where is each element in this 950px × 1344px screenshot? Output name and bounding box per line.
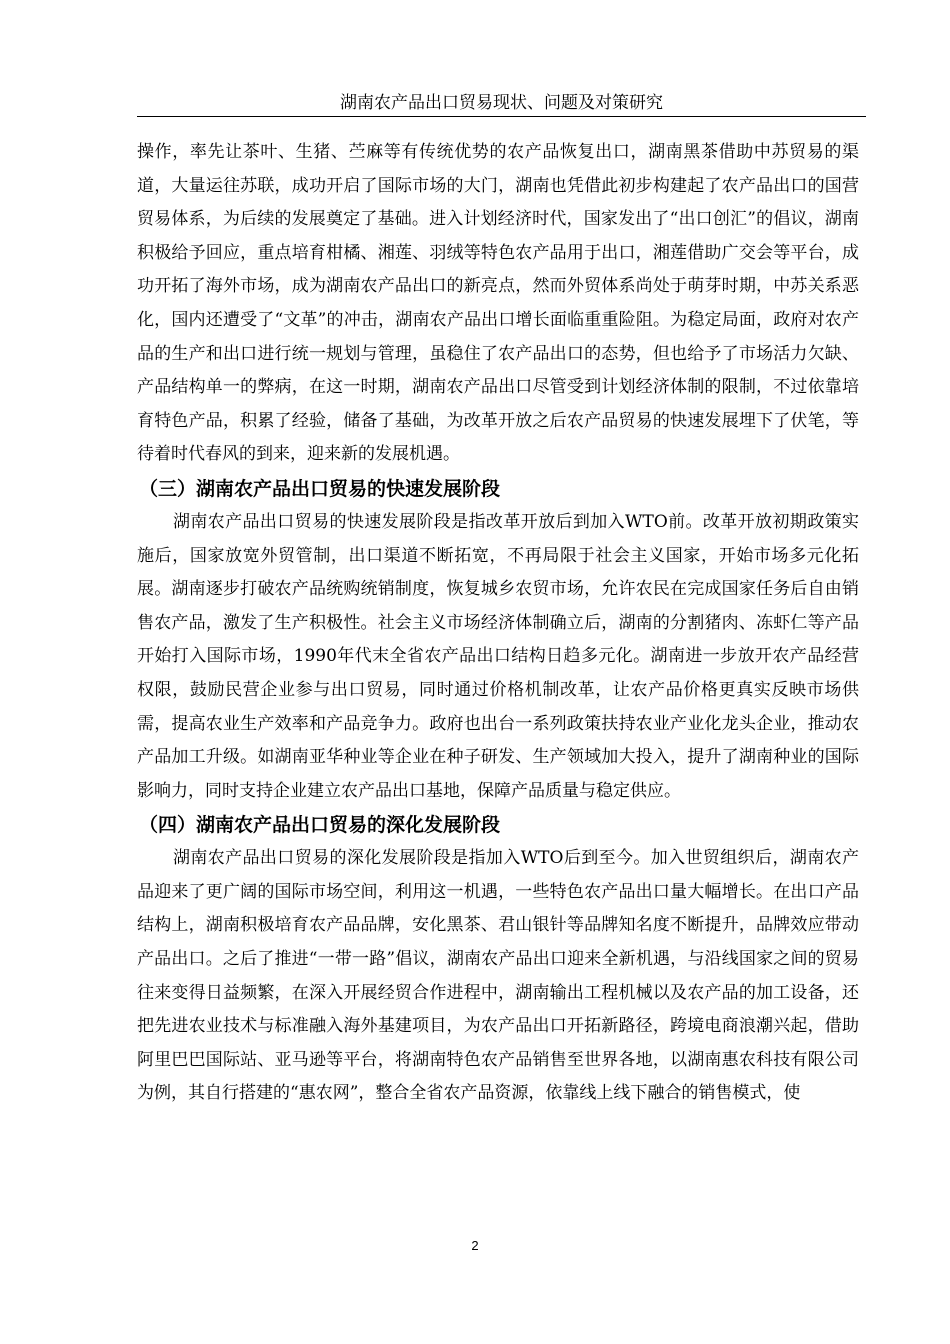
header-divider	[137, 116, 866, 117]
running-header-title: 湖南农产品出口贸易现状、问题及对策研究	[340, 93, 663, 113]
paragraph-rapid-development: 湖南农产品出口贸易的快速发展阶段是指改革开放后到加入WTO前。改革开放初期政策实施后，国家放宽外贸管制，出口渠道不断拓宽，不再局限于社会主义国家，开始市场多元化拓展。湖南逐步打破农产品统购统销制度，恢复城乡农贸市场，允许农民在完成国家任务后自由销售农产品，激发了生产积极性。社会主义市场经济体制确立后，湖南的分割猪肉、冻虾仁等产品开始打入国际市场，1990年代末全省农产品出口结构日趋多元化。湖南进一步放开农产品经营权限，鼓励民营企业参与出口贸易，同时通过价格机制改革，让农产品价格更真实反映市场供需，提高农业生产效率和产品竞争力。政府也出台一系列政策扶持农业产业化龙头企业，推动农产品加工升级。如湖南亚华种业等企业在种子研发、生产领域加大投入，提升了湖南种业的国际影响力，同时支持企业建立农产品出口基地，保障产品质量与稳定供应。	[137, 511, 859, 801]
page-number: 2	[471, 1238, 479, 1253]
section-heading-3: （三）湖南农产品出口贸易的快速发展阶段	[139, 477, 501, 500]
paragraph-deepening-development: 湖南农产品出口贸易的深化发展阶段是指加入WTO后到至今。加入世贸组织后，湖南农产品迎来了更广阔的国际市场空间，利用这一机遇，一些特色农产品出口量大幅增长。在出口产品结构上，湖南积极培育农产品品牌，安化黑茶、君山银针等品牌知名度不断提升，品牌效应带动产品出口。之后了推进“一带一路”倡议，湖南农产品出口迎来全新机遇，与沿线国家之间的贸易往来变得日益频繁，在深入开展经贸合作进程中，湖南输出工程机械以及农产品的加工设备，还把先进农业技术与标准融入海外基建项目，为农产品出口开拓新路径，跨境电商浪潮兴起，借助阿里巴巴国际站、亚马逊等平台，将湖南特色农产品销售至世界各地，以湖南惠农科技有限公司为例，其自行搭建的“惠农网”，整合全省农产品资源，依靠线上线下融合的销售模式，使	[137, 848, 859, 1104]
section-heading-4: （四）湖南农产品出口贸易的深化发展阶段	[139, 814, 501, 837]
paragraph-continuation: 操作，率先让茶叶、生猪、苎麻等有传统优势的农产品恢复出口，湖南黑茶借助中苏贸易的渠道，大量运往苏联，成功开启了国际市场的大门，湖南也凭借此初步构建起了农产品出口的国营贸易体系，为后续的发展奠定了基础。进入计划经济时代，国家发出了“出口创汇”的倡议，湖南积极给予回应，重点培育柑橘、湘莲、羽绒等特色农产品用于出口，湘莲借助广交会等平台，成功开拓了海外市场，成为湖南农产品出口的新亮点，然而外贸体系尚处于萌芽时期，中苏关系恶化，国内还遭受了“文革”的冲击，湖南农产品出口增长面临重重险阻。为稳定局面，政府对农产品的生产和出口进行统一规划与管理，虽稳住了农产品出口的态势，但也给予了市场活力欠缺、产品结构单一的弊病，在这一时期，湖南农产品出口尽管受到计划经济体制的限制，不过依靠培育特色产品，积累了经验，储备了基础，为改革开放之后农产品贸易的快速发展埋下了伏笔，等待着时代春风的到来，迎来新的发展机遇。	[137, 142, 859, 465]
document-body	[137, 136, 859, 1111]
